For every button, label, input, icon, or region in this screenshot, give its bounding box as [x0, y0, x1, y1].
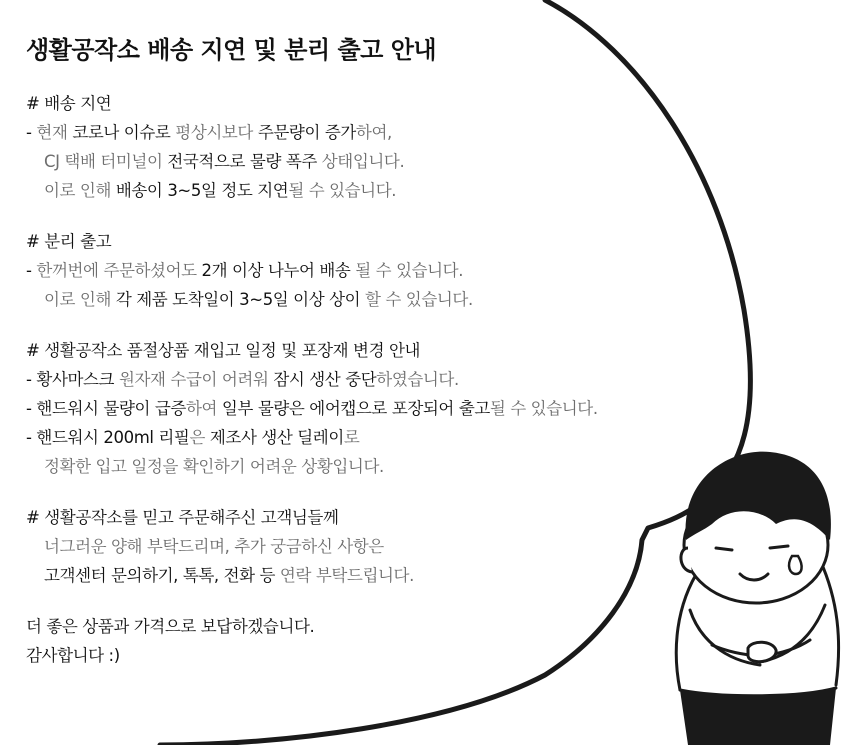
- section-heading: # 생활공작소를 믿고 주문해주신 고객님들께: [26, 508, 339, 527]
- emphasis-text: 제조사 생산 딜레이: [209, 428, 344, 447]
- section-line: [26, 532, 686, 561]
- normal-text: 이로 인해: [44, 181, 116, 200]
- normal-text: 현재: [36, 123, 73, 142]
- section-line: [26, 256, 686, 285]
- section-heading: # 배송 지연: [26, 94, 112, 113]
- emphasis-text: 일부 물량은 에어캡으로 포장되어 출고: [221, 399, 490, 418]
- closing-message: [26, 612, 686, 670]
- normal-text: 너그러운 양해 부탁드리며, 추가 궁금하신 사항은: [44, 537, 384, 556]
- normal-text: 이로 인해: [44, 290, 116, 309]
- section-line: [26, 423, 686, 452]
- notice-section: [26, 503, 686, 590]
- notice-title: 생활공작소 배송 지연 및 분리 출고 안내: [26, 36, 437, 64]
- section-line: [26, 561, 686, 590]
- emphasis-text: 주문량이: [257, 123, 325, 142]
- emphasis-text: -: [26, 261, 37, 280]
- section-line: [26, 147, 686, 176]
- emphasis-text: - 황사마스크: [26, 370, 119, 389]
- normal-text: CJ 택배 터미널이: [44, 152, 168, 171]
- closing-line: 감사합니다 :): [26, 646, 120, 665]
- normal-text: 로: [343, 428, 360, 447]
- normal-text: 상태입니다.: [321, 152, 405, 171]
- normal-text: 원자재 수급이 어려워: [118, 370, 274, 389]
- normal-text: 될 수 있습니다.: [288, 181, 397, 200]
- normal-text: 은: [189, 428, 210, 447]
- notice-section: [26, 89, 686, 205]
- section-line: [26, 176, 686, 205]
- emphasis-text: - 핸드워시 물량이 급증: [26, 399, 186, 418]
- section-line: [26, 394, 686, 423]
- normal-text: 할 수 있습니다.: [365, 290, 473, 309]
- normal-text: 정확한 입고 일정을 확인하기 어려운 상황입니다.: [44, 457, 384, 476]
- emphasis-text: -: [26, 123, 37, 142]
- emphasis-text: 배송이 3~5일 정도 지연: [115, 181, 289, 200]
- normal-text: 될 수 있습니다.: [355, 261, 464, 280]
- normal-text: 연락 부탁드립니다.: [279, 566, 414, 585]
- emphasis-text: 2개 이상 나누어 배송: [201, 261, 356, 280]
- normal-text: 하여,: [355, 123, 392, 142]
- normal-text: 하였습니다.: [376, 370, 459, 389]
- normal-text: 평상시보다: [175, 123, 258, 142]
- emphasis-text: 코로나 이슈로: [72, 123, 176, 142]
- notice-text-block: [26, 30, 686, 670]
- emphasis-text: 증가: [324, 123, 356, 142]
- normal-text: 하여: [185, 399, 222, 418]
- section-line: [26, 118, 686, 147]
- closing-line: 더 좋은 상품과 가격으로 보답하겠습니다.: [26, 617, 315, 636]
- emphasis-text: 전국적으로 물량 폭주: [167, 152, 322, 171]
- section-line: [26, 285, 686, 314]
- section-heading: # 생활공작소 품절상품 재입고 일정 및 포장재 변경 안내: [26, 341, 421, 360]
- normal-text: 될 수 있습니다.: [489, 399, 598, 418]
- section-heading: # 분리 출고: [26, 232, 112, 251]
- notice-section: [26, 336, 686, 481]
- notice-section: [26, 227, 686, 314]
- normal-text: 한꺼번에 주문하셨어도: [36, 261, 202, 280]
- section-line: [26, 365, 686, 394]
- emphasis-text: 각 제품 도착일이 3~5일 이상 상이: [115, 290, 366, 309]
- section-line: [26, 452, 686, 481]
- emphasis-text: - 핸드워시 200ml 리필: [26, 428, 190, 447]
- emphasis-text: 고객센터 문의하기, 톡톡, 전화 등: [44, 566, 280, 585]
- emphasis-text: 잠시 생산 중단: [273, 370, 377, 389]
